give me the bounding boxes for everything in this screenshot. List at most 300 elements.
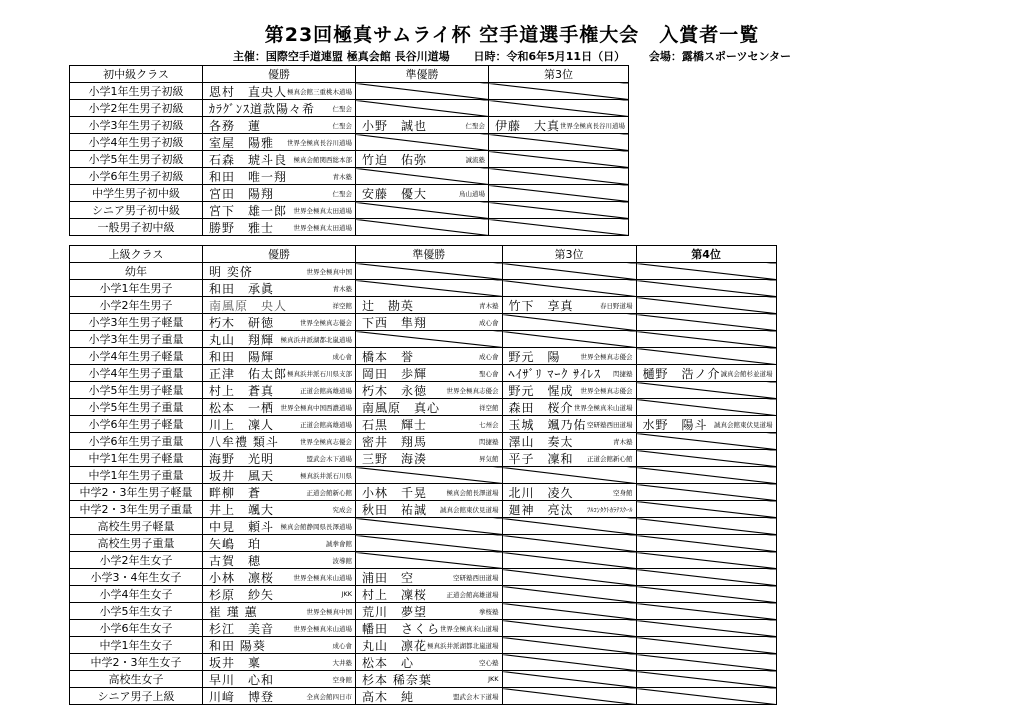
result-row — [70, 100, 629, 117]
competitor-name: 矢嶋 珀 — [209, 536, 262, 551]
place-cell — [203, 688, 356, 705]
winner — [503, 451, 636, 466]
place-cell — [203, 433, 356, 450]
result-row — [70, 185, 629, 202]
result-row — [70, 348, 777, 365]
empty-slot — [356, 518, 503, 535]
place-cell — [356, 365, 503, 382]
result-row — [70, 314, 777, 331]
empty-slot — [636, 348, 776, 365]
dojo-name: 極真浜井派石川県支部 — [287, 369, 353, 378]
place-cell — [356, 586, 503, 603]
dojo-name: 世界全極真志優会 — [446, 386, 499, 395]
empty-slot — [636, 637, 776, 654]
competitor-name: 川﨑 博登 — [209, 689, 275, 704]
place-cell — [203, 637, 356, 654]
result-row — [70, 331, 777, 348]
winner — [203, 101, 355, 116]
empty-slot — [489, 202, 629, 219]
competitor-name: 海野 光明 — [209, 451, 275, 466]
winner — [356, 604, 502, 619]
column-header-place: 優勝 — [203, 246, 356, 263]
empty-slot — [636, 569, 776, 586]
dojo-name: 世界全極真志優会 — [300, 318, 353, 327]
competitor-name: 朽木 研徳 — [209, 315, 275, 330]
place-cell — [203, 202, 356, 219]
winner — [503, 417, 636, 432]
class-name: 高校生男子軽量 — [70, 518, 203, 535]
place-cell — [502, 297, 636, 314]
empty-slot — [502, 518, 636, 535]
result-row — [70, 280, 777, 297]
empty-slot — [636, 382, 776, 399]
empty-slot — [502, 569, 636, 586]
empty-slot — [502, 331, 636, 348]
winner — [356, 451, 502, 466]
dojo-name: 閃捷塾 — [613, 369, 633, 378]
class-name: 小学4年生男子重量 — [70, 365, 203, 382]
place-cell — [356, 450, 503, 467]
winner — [203, 186, 355, 201]
column-header-place: 優勝 — [203, 66, 356, 83]
class-name: 小学6年生女子 — [70, 620, 203, 637]
column-header-place: 準優勝 — [356, 246, 503, 263]
winner — [203, 417, 355, 432]
dojo-name: 仁聖会 — [332, 104, 353, 113]
empty-slot — [356, 467, 503, 484]
result-row — [70, 484, 777, 501]
competitor-name: 村上 凜桜 — [362, 587, 428, 602]
competitor-name: 宮田 陽翔 — [209, 186, 275, 201]
dojo-name: 世界全極真中国 — [306, 607, 353, 616]
empty-slot — [636, 433, 776, 450]
dojo-name: 鳥山道場 — [459, 189, 486, 198]
dojo-name: 誠真会館東伏見道場 — [440, 505, 499, 514]
winner — [637, 417, 776, 432]
dojo-name: 誠流塾 — [465, 155, 486, 164]
class-name: 中学1年生女子 — [70, 637, 203, 654]
class-name: 小学5年生男子軽量 — [70, 382, 203, 399]
place-cell — [636, 416, 776, 433]
competitor-name: 村上 蒼真 — [209, 383, 275, 398]
empty-slot — [636, 450, 776, 467]
result-row — [70, 416, 777, 433]
winner — [489, 118, 628, 133]
competitor-name: 和田 唯一翔 — [209, 169, 288, 184]
winner — [356, 417, 502, 432]
event-date: 日時：令和6年5月11日（日） — [473, 50, 626, 63]
empty-slot — [502, 654, 636, 671]
empty-slot — [502, 603, 636, 620]
empty-slot — [636, 671, 776, 688]
competitor-name: 宮下 雄一郎 — [209, 203, 288, 218]
dojo-name: 盟武会木下道場 — [453, 692, 499, 701]
place-cell — [356, 603, 503, 620]
result-row — [70, 450, 777, 467]
empty-slot — [502, 535, 636, 552]
place-cell — [203, 280, 356, 297]
place-cell — [203, 117, 356, 134]
competitor-name: 和田 承眞 — [209, 281, 275, 296]
place-cell — [356, 314, 503, 331]
winner — [356, 186, 488, 201]
competitor-name: 平子 凜和 — [508, 451, 574, 466]
competitor-name: 八牟禮 類斗 — [209, 434, 279, 449]
winner — [203, 281, 355, 296]
competitor-name: 室屋 陽雅 — [209, 135, 275, 150]
competitor-name: 森田 桜介 — [508, 400, 574, 415]
place-cell — [203, 518, 356, 535]
dojo-name: 祥空館 — [479, 403, 499, 412]
dojo-name: 世界全極真米山道場 — [293, 624, 353, 633]
place-cell — [203, 569, 356, 586]
winner — [503, 349, 636, 364]
result-row — [70, 688, 777, 705]
competitor-name: ｶﾗｸﾞﾝｽ道款陽々希 — [209, 101, 316, 116]
empty-slot — [636, 586, 776, 603]
dojo-name: 極真会館長澤道場 — [446, 488, 499, 497]
dojo-name: JKK — [488, 675, 499, 683]
winner — [356, 689, 502, 704]
class-name: 小学3年生男子重量 — [70, 331, 203, 348]
place-cell — [203, 185, 356, 202]
dojo-name: 世界全極真長谷川道場 — [560, 121, 626, 130]
winner — [503, 298, 636, 313]
dojo-name: JKK — [341, 590, 353, 598]
place-cell — [203, 219, 356, 236]
place-cell — [356, 382, 503, 399]
empty-slot — [636, 620, 776, 637]
place-cell — [203, 331, 356, 348]
dojo-name: 昇気館 — [479, 454, 499, 463]
place-cell — [203, 484, 356, 501]
dojo-name: 世界全極真長谷川道場 — [287, 138, 353, 147]
place-cell — [502, 365, 636, 382]
competitor-name: 坂井 風天 — [209, 468, 275, 483]
winner — [203, 468, 355, 483]
place-cell — [203, 168, 356, 185]
class-name: 中学生男子初中級 — [70, 185, 203, 202]
competitor-name: 伊藤 大真 — [495, 118, 561, 133]
class-name: 小学5年生男子重量 — [70, 399, 203, 416]
dojo-name: 極真会館三重桃木道場 — [287, 87, 353, 96]
place-cell — [203, 586, 356, 603]
class-name: 高校生男子重量 — [70, 535, 203, 552]
result-row — [70, 654, 777, 671]
class-name: 小学4年生男子初級 — [70, 134, 203, 151]
competitor-name: 杉本 稀奈葉 — [362, 672, 432, 687]
competitor-name: 中見 頼斗 — [209, 519, 275, 534]
dojo-name: 世界全極真志優会 — [580, 352, 633, 361]
empty-slot — [636, 535, 776, 552]
result-row — [70, 117, 629, 134]
place-cell — [203, 263, 356, 280]
competitor-name: 崔 瑾 蕙 — [209, 604, 258, 619]
dojo-name: 青木塾 — [332, 172, 353, 181]
winner — [203, 485, 355, 500]
dojo-name: 成心會 — [479, 318, 499, 327]
result-row — [70, 518, 777, 535]
competitor-name: 松本 一栖 — [209, 400, 275, 415]
dojo-name: 世界全極真太田道場 — [293, 223, 353, 232]
winner — [356, 298, 502, 313]
dojo-name: 空身館 — [332, 675, 353, 684]
competitor-name: 和田 陽輝 — [209, 349, 275, 364]
competitor-name: 密井 翔馬 — [362, 434, 428, 449]
class-name: 小学5年生男子初級 — [70, 151, 203, 168]
result-row — [70, 671, 777, 688]
dojo-name: 誠拳會館 — [326, 539, 353, 548]
dojo-name: 仁聖会 — [465, 121, 486, 130]
place-cell — [203, 399, 356, 416]
winner — [203, 298, 355, 313]
empty-slot — [489, 185, 629, 202]
column-header-class: 上級クラス — [70, 246, 203, 263]
empty-slot — [489, 83, 629, 100]
dojo-name: 空心塾 — [479, 658, 499, 667]
place-cell — [502, 484, 636, 501]
place-cell — [203, 83, 356, 100]
competitor-name: 古賀 穂 — [209, 553, 262, 568]
empty-slot — [636, 654, 776, 671]
place-cell — [636, 365, 776, 382]
dojo-name: 世界全極真志優会 — [300, 437, 353, 446]
competitor-name: 杉江 美音 — [209, 621, 275, 636]
competitor-name: 幡田 さくら — [362, 621, 441, 636]
result-row — [70, 263, 777, 280]
place-cell — [356, 620, 503, 637]
result-row — [70, 151, 629, 168]
competitor-name: ﾍｲｻﾞﾘ ﾏｰｸ ｻｲﾚｽ — [508, 366, 602, 381]
place-cell — [203, 654, 356, 671]
organizer: 主催：国際空手道連盟 極真会館 長谷川道場 — [232, 50, 450, 63]
place-cell — [356, 117, 489, 134]
class-name: 小学4年生女子 — [70, 586, 203, 603]
dojo-name: 波導館 — [332, 556, 353, 565]
empty-slot — [489, 100, 629, 117]
winner — [203, 332, 355, 347]
winner — [203, 536, 355, 551]
result-row — [70, 134, 629, 151]
empty-slot — [636, 331, 776, 348]
competitor-name: 秋田 祐誠 — [362, 502, 428, 517]
class-name: シニア男子上級 — [70, 688, 203, 705]
result-row — [70, 399, 777, 416]
winner — [356, 315, 502, 330]
winner — [356, 502, 502, 517]
dojo-name: 世界全極真米山道場 — [293, 573, 353, 582]
place-cell — [356, 671, 503, 688]
empty-slot — [489, 168, 629, 185]
winner — [203, 118, 355, 133]
empty-slot — [356, 100, 489, 117]
result-row — [70, 637, 777, 654]
place-cell — [203, 535, 356, 552]
place-cell — [502, 382, 636, 399]
competitor-name: 水野 陽斗 — [642, 417, 708, 432]
class-name: 小学6年生男子軽量 — [70, 416, 203, 433]
dojo-name: 祥空館 — [332, 301, 353, 310]
competitor-name: 勝野 雅士 — [209, 220, 275, 235]
empty-slot — [502, 620, 636, 637]
place-cell — [203, 348, 356, 365]
competitor-name: 竹下 享真 — [508, 298, 574, 313]
place-cell — [203, 603, 356, 620]
winner — [356, 655, 502, 670]
winner — [203, 570, 355, 585]
winner — [503, 400, 636, 415]
dojo-name: 全真会館四日市 — [306, 692, 353, 701]
place-cell — [356, 569, 503, 586]
winner — [203, 604, 355, 619]
winner — [203, 400, 355, 415]
empty-slot — [502, 263, 636, 280]
winner — [203, 383, 355, 398]
dojo-name: ﾌﾙｺﾝﾀｸﾄｶﾗﾃｽｸｰﾙ — [587, 505, 633, 514]
competitor-name: 廻神 亮汰 — [508, 502, 574, 517]
class-name: 高校生女子 — [70, 671, 203, 688]
empty-slot — [489, 219, 629, 236]
class-name: 小学1年生男子 — [70, 280, 203, 297]
winner — [203, 264, 355, 279]
competitor-name: 岡田 歩輝 — [362, 366, 428, 381]
place-cell — [203, 365, 356, 382]
winner — [203, 203, 355, 218]
page-title: 第23回極真サムライ杯 空手道選手権大会 入賞者一覧 — [264, 24, 760, 46]
class-name: 幼年 — [70, 263, 203, 280]
winner — [203, 152, 355, 167]
competitor-name: 石森 琥斗良 — [209, 152, 288, 167]
competitor-name: 坂井 稟 — [209, 655, 262, 670]
empty-slot — [502, 586, 636, 603]
winner — [203, 366, 355, 381]
result-row — [70, 219, 629, 236]
competitor-name: 川上 凜人 — [209, 417, 275, 432]
dojo-name: 正道会館新心館 — [587, 454, 633, 463]
place-cell — [203, 416, 356, 433]
empty-slot — [502, 671, 636, 688]
result-row — [70, 535, 777, 552]
winner — [356, 672, 502, 687]
result-row — [70, 433, 777, 450]
class-name: 小学3・4年生女子 — [70, 569, 203, 586]
place-cell — [502, 450, 636, 467]
empty-slot — [489, 151, 629, 168]
place-cell — [356, 654, 503, 671]
place-cell — [356, 688, 503, 705]
class-name: 小学2年生女子 — [70, 552, 203, 569]
winner — [356, 434, 502, 449]
dojo-name: 空研塾西田道場 — [587, 420, 633, 429]
dojo-name: 空身館 — [613, 488, 633, 497]
winner — [356, 485, 502, 500]
class-name: 小学2年生男子初級 — [70, 100, 203, 117]
competitor-name: 辻 勘英 — [362, 298, 415, 313]
competitor-name: 石黒 輝士 — [362, 417, 428, 432]
winner — [356, 152, 488, 167]
dojo-name: 極真会館静岡県長澤道場 — [280, 522, 353, 531]
competitor-name: 野元 陽 — [508, 349, 561, 364]
class-name: 小学1年生男子初級 — [70, 83, 203, 100]
place-cell — [203, 552, 356, 569]
winner — [503, 434, 636, 449]
winner — [356, 638, 502, 653]
empty-slot — [636, 280, 776, 297]
result-row — [70, 569, 777, 586]
result-row — [70, 168, 629, 185]
empty-slot — [356, 83, 489, 100]
winner — [203, 220, 355, 235]
class-name: 中学2・3年生男子重量 — [70, 501, 203, 518]
place-cell — [356, 484, 503, 501]
empty-slot — [502, 637, 636, 654]
class-name: 一般男子初中級 — [70, 219, 203, 236]
winner — [356, 366, 502, 381]
class-name: 小学6年生男子重量 — [70, 433, 203, 450]
place-cell — [502, 501, 636, 518]
venue: 会場：露橋スポーツセンター — [648, 50, 792, 63]
dojo-name: 青木塾 — [613, 437, 633, 446]
empty-slot — [636, 467, 776, 484]
dojo-name: 春日野道場 — [600, 301, 633, 310]
winner — [203, 502, 355, 517]
dojo-name: 成心會 — [332, 641, 353, 650]
empty-slot — [489, 134, 629, 151]
dojo-name: 世界全極真志優会 — [580, 386, 633, 395]
winner — [503, 502, 636, 517]
place-cell — [203, 297, 356, 314]
winner — [203, 315, 355, 330]
dojo-name: 正道会館高雄道場 — [446, 590, 499, 599]
winner — [356, 621, 502, 636]
result-row — [70, 552, 777, 569]
class-name: 小学3年生男子初級 — [70, 117, 203, 134]
empty-slot — [636, 484, 776, 501]
class-name: 中学2・3年生女子 — [70, 654, 203, 671]
dojo-name: 極真会館関西総本部 — [293, 155, 353, 164]
competitor-name: 杉原 紗矢 — [209, 587, 275, 602]
result-row — [70, 620, 777, 637]
competitor-name: 下西 隼翔 — [362, 315, 428, 330]
result-row — [70, 83, 629, 100]
class-name: 中学1年生男子軽量 — [70, 450, 203, 467]
winner — [203, 135, 355, 150]
empty-slot — [636, 399, 776, 416]
dojo-name: 七州会 — [479, 420, 499, 429]
dojo-name: 世界全極真太田道場 — [293, 206, 353, 215]
dojo-name: 青木塾 — [479, 301, 499, 310]
dojo-name: 盟武会木下道場 — [306, 454, 353, 463]
winner — [203, 434, 355, 449]
competitor-name: 丸山 凛花 — [362, 638, 428, 653]
competitor-name: 玉城 颯乃佑 — [508, 417, 587, 432]
dojo-name: 青木塾 — [332, 284, 353, 293]
empty-slot — [502, 688, 636, 705]
competitor-name: 恩村 直央人 — [209, 84, 288, 99]
column-header-place: 準優勝 — [356, 66, 489, 83]
place-cell — [356, 348, 503, 365]
competitor-name: 三野 海湊 — [362, 451, 428, 466]
dojo-name: 仁聖会 — [332, 121, 353, 130]
winner — [203, 672, 355, 687]
winner — [203, 553, 355, 568]
class-name: 小学4年生男子軽量 — [70, 348, 203, 365]
class-name: 小学3年生男子軽量 — [70, 314, 203, 331]
place-cell — [203, 467, 356, 484]
result-row — [70, 603, 777, 620]
winner — [203, 349, 355, 364]
place-cell — [356, 501, 503, 518]
